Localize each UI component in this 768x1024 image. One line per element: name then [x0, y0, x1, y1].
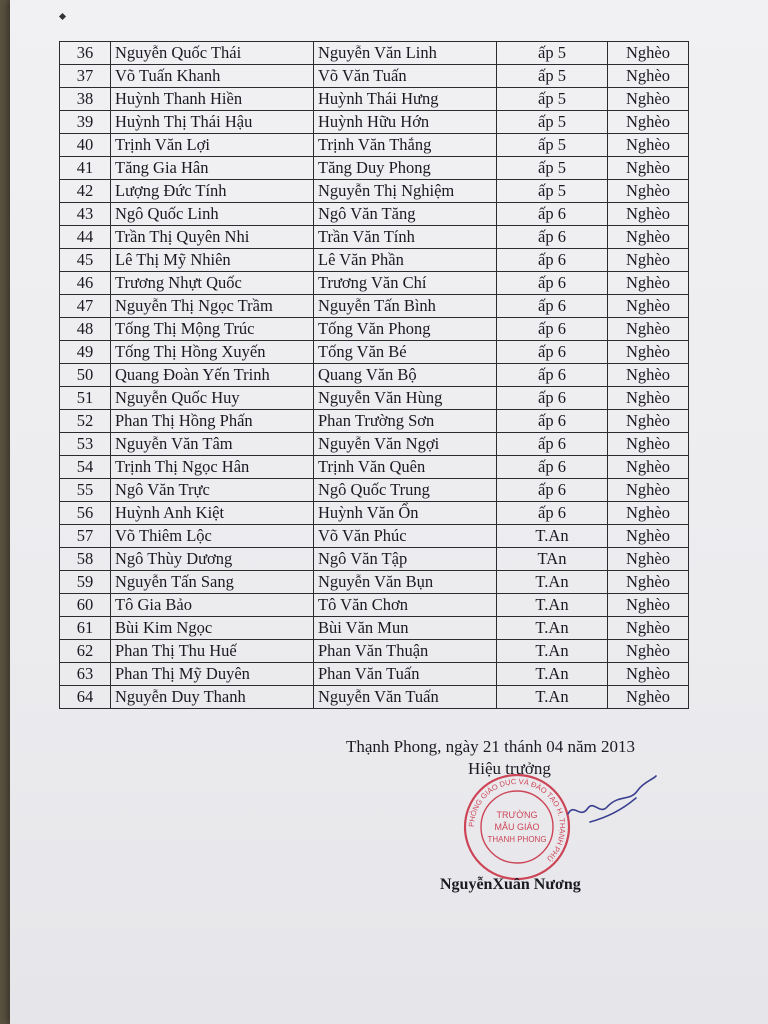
hamlet-cell: T.An [497, 594, 608, 617]
status-cell: Nghèo [608, 157, 689, 180]
status-cell: Nghèo [608, 249, 689, 272]
parent-name-cell: Phan Trường Sơn [314, 410, 497, 433]
student-name-cell: Ngô Quốc Linh [111, 203, 314, 226]
status-cell: Nghèo [608, 111, 689, 134]
parent-name-cell: Bùi Văn Mun [314, 617, 497, 640]
status-cell: Nghèo [608, 663, 689, 686]
parent-name-cell: Huỳnh Văn Ổn [314, 502, 497, 525]
status-cell: Nghèo [608, 617, 689, 640]
row-number-cell: 41 [60, 157, 111, 180]
hamlet-cell: ấp 6 [497, 318, 608, 341]
status-cell: Nghèo [608, 318, 689, 341]
row-number-cell: 62 [60, 640, 111, 663]
hamlet-cell: ấp 6 [497, 387, 608, 410]
student-name-cell: Phan Thị Hồng Phấn [111, 410, 314, 433]
status-cell: Nghèo [608, 226, 689, 249]
student-name-cell: Tống Thị Mộng Trúc [111, 318, 314, 341]
student-name-cell: Võ Thiêm Lộc [111, 525, 314, 548]
parent-name-cell: Phan Văn Tuấn [314, 663, 497, 686]
handwritten-signature [560, 772, 660, 832]
parent-name-cell: Võ Văn Tuấn [314, 65, 497, 88]
status-cell: Nghèo [608, 88, 689, 111]
row-number-cell: 64 [60, 686, 111, 709]
svg-text:PHÒNG GIÁO DỤC VÀ ĐÀO TẠO H. T: PHÒNG GIÁO DỤC VÀ ĐÀO TẠO H. THẠNH PHÚ [466, 776, 568, 864]
parent-name-cell: Trịnh Văn Quên [314, 456, 497, 479]
row-number-cell: 38 [60, 88, 111, 111]
hamlet-cell: ấp 5 [497, 42, 608, 65]
row-number-cell: 63 [60, 663, 111, 686]
student-name-cell: Tô Gia Bảo [111, 594, 314, 617]
hamlet-cell: ấp 6 [497, 456, 608, 479]
row-number-cell: 60 [60, 594, 111, 617]
hamlet-cell: ấp 6 [497, 203, 608, 226]
student-name-cell: Ngô Thùy Dương [111, 548, 314, 571]
svg-text:TRƯỜNG: TRƯỜNG [496, 810, 538, 820]
parent-name-cell: Ngô Văn Tập [314, 548, 497, 571]
hamlet-cell: ấp 6 [497, 341, 608, 364]
parent-name-cell: Nguyễn Văn Ngợi [314, 433, 497, 456]
row-number-cell: 50 [60, 364, 111, 387]
student-name-cell: Huỳnh Anh Kiệt [111, 502, 314, 525]
status-cell: Nghèo [608, 571, 689, 594]
student-name-cell: Trịnh Văn Lợi [111, 134, 314, 157]
row-number-cell: 46 [60, 272, 111, 295]
parent-name-cell: Huỳnh Thái Hưng [314, 88, 497, 111]
row-number-cell: 36 [60, 42, 111, 65]
row-number-cell: 49 [60, 341, 111, 364]
hamlet-cell: ấp 5 [497, 180, 608, 203]
status-cell: Nghèo [608, 686, 689, 709]
parent-name-cell: Huỳnh Hữu Hớn [314, 111, 497, 134]
hamlet-cell: ấp 5 [497, 88, 608, 111]
status-cell: Nghèo [608, 272, 689, 295]
status-cell: Nghèo [608, 180, 689, 203]
parent-name-cell: Tống Văn Phong [314, 318, 497, 341]
parent-name-cell: Nguyễn Văn Bụn [314, 571, 497, 594]
parent-name-cell: Nguyễn Văn Linh [314, 42, 497, 65]
row-number-cell: 43 [60, 203, 111, 226]
parent-name-cell: Ngô Quốc Trung [314, 479, 497, 502]
row-number-cell: 53 [60, 433, 111, 456]
parent-name-cell: Nguyễn Tấn Bình [314, 295, 497, 318]
status-cell: Nghèo [608, 65, 689, 88]
status-cell: Nghèo [608, 456, 689, 479]
row-number-cell: 61 [60, 617, 111, 640]
status-cell: Nghèo [608, 134, 689, 157]
student-name-cell: Lê Thị Mỹ Nhiên [111, 249, 314, 272]
student-name-cell: Võ Tuấn Khanh [111, 65, 314, 88]
parent-name-cell: Trịnh Văn Thắng [314, 134, 497, 157]
hamlet-cell: TAn [497, 548, 608, 571]
status-cell: Nghèo [608, 410, 689, 433]
row-number-cell: 58 [60, 548, 111, 571]
status-cell: Nghèo [608, 479, 689, 502]
student-name-cell: Bùi Kim Ngọc [111, 617, 314, 640]
parent-name-cell: Quang Văn Bộ [314, 364, 497, 387]
student-name-cell: Huỳnh Thanh Hiền [111, 88, 314, 111]
hamlet-cell: T.An [497, 686, 608, 709]
hamlet-cell: ấp 6 [497, 364, 608, 387]
status-cell: Nghèo [608, 341, 689, 364]
student-name-cell: Phan Thị Thu Huế [111, 640, 314, 663]
parent-name-cell: Tăng Duy Phong [314, 157, 497, 180]
student-name-cell: Huỳnh Thị Thái Hậu [111, 111, 314, 134]
student-name-cell: Nguyễn Duy Thanh [111, 686, 314, 709]
hamlet-cell: ấp 5 [497, 65, 608, 88]
student-name-cell: Nguyễn Quốc Huy [111, 387, 314, 410]
row-number-cell: 55 [60, 479, 111, 502]
date-line: Thạnh Phong, ngày 21 thánh 04 năm 2013 [346, 737, 635, 756]
hamlet-cell: ấp 6 [497, 226, 608, 249]
svg-text:THẠNH PHONG: THẠNH PHONG [487, 835, 547, 844]
parent-name-cell: Nguyễn Văn Tuấn [314, 686, 497, 709]
row-number-cell: 40 [60, 134, 111, 157]
student-name-cell: Quang Đoàn Yến Trinh [111, 364, 314, 387]
student-name-cell: Tăng Gia Hân [111, 157, 314, 180]
parent-name-cell: Phan Văn Thuận [314, 640, 497, 663]
student-name-cell: Trương Nhựt Quốc [111, 272, 314, 295]
parent-name-cell: Lê Văn Phần [314, 249, 497, 272]
status-cell: Nghèo [608, 203, 689, 226]
parent-name-cell: Nguyễn Thị Nghiệm [314, 180, 497, 203]
row-number-cell: 57 [60, 525, 111, 548]
row-number-cell: 45 [60, 249, 111, 272]
student-name-cell: Tống Thị Hồng Xuyến [111, 341, 314, 364]
row-number-cell: 47 [60, 295, 111, 318]
hamlet-cell: ấp 6 [497, 433, 608, 456]
status-cell: Nghèo [608, 594, 689, 617]
hamlet-cell: T.An [497, 663, 608, 686]
parent-name-cell: Ngô Văn Tăng [314, 203, 497, 226]
student-name-cell: Nguyễn Quốc Thái [111, 42, 314, 65]
row-number-cell: 44 [60, 226, 111, 249]
hamlet-cell: T.An [497, 640, 608, 663]
student-name-cell: Phan Thị Mỹ Duyên [111, 663, 314, 686]
status-cell: Nghèo [608, 502, 689, 525]
parent-name-cell: Nguyễn Văn Hùng [314, 387, 497, 410]
parent-name-cell: Tống Văn Bé [314, 341, 497, 364]
status-cell: Nghèo [608, 364, 689, 387]
row-number-cell: 48 [60, 318, 111, 341]
row-number-cell: 51 [60, 387, 111, 410]
status-cell: Nghèo [608, 42, 689, 65]
status-cell: Nghèo [608, 387, 689, 410]
status-cell: Nghèo [608, 548, 689, 571]
student-name-cell: Nguyễn Văn Tâm [111, 433, 314, 456]
hamlet-cell: ấp 6 [497, 249, 608, 272]
student-name-cell: Nguyễn Tấn Sang [111, 571, 314, 594]
student-name-cell: Trịnh Thị Ngọc Hân [111, 456, 314, 479]
signer-name: NguyễnXuân Nương [440, 876, 581, 893]
parent-name-cell: Võ Văn Phúc [314, 525, 497, 548]
principal-title: Hiệu trưởng [468, 759, 551, 778]
student-name-cell: Trần Thị Quyên Nhi [111, 226, 314, 249]
row-number-cell: 56 [60, 502, 111, 525]
hamlet-cell: ấp 5 [497, 111, 608, 134]
student-name-cell: Lượng Đức Tính [111, 180, 314, 203]
row-number-cell: 52 [60, 410, 111, 433]
row-number-cell: 54 [60, 456, 111, 479]
row-number-cell: 37 [60, 65, 111, 88]
status-cell: Nghèo [608, 433, 689, 456]
student-name-cell: Ngô Văn Trực [111, 479, 314, 502]
parent-name-cell: Trần Văn Tính [314, 226, 497, 249]
student-name-cell: Nguyễn Thị Ngọc Trầm [111, 295, 314, 318]
hamlet-cell: T.An [497, 525, 608, 548]
row-number-cell: 59 [60, 571, 111, 594]
hamlet-cell: ấp 6 [497, 295, 608, 318]
hamlet-cell: T.An [497, 617, 608, 640]
hamlet-cell: ấp 6 [497, 479, 608, 502]
hamlet-cell: ấp 5 [497, 157, 608, 180]
parent-name-cell: Trương Văn Chí [314, 272, 497, 295]
status-cell: Nghèo [608, 525, 689, 548]
status-cell: Nghèo [608, 640, 689, 663]
status-cell: Nghèo [608, 295, 689, 318]
row-number-cell: 39 [60, 111, 111, 134]
parent-name-cell: Tô Văn Chơn [314, 594, 497, 617]
hamlet-cell: T.An [497, 571, 608, 594]
row-number-cell: 42 [60, 180, 111, 203]
hamlet-cell: ấp 5 [497, 134, 608, 157]
hamlet-cell: ấp 6 [497, 502, 608, 525]
hamlet-cell: ấp 6 [497, 410, 608, 433]
hamlet-cell: ấp 6 [497, 272, 608, 295]
svg-text:MẪU GIÁO: MẪU GIÁO [494, 822, 540, 832]
